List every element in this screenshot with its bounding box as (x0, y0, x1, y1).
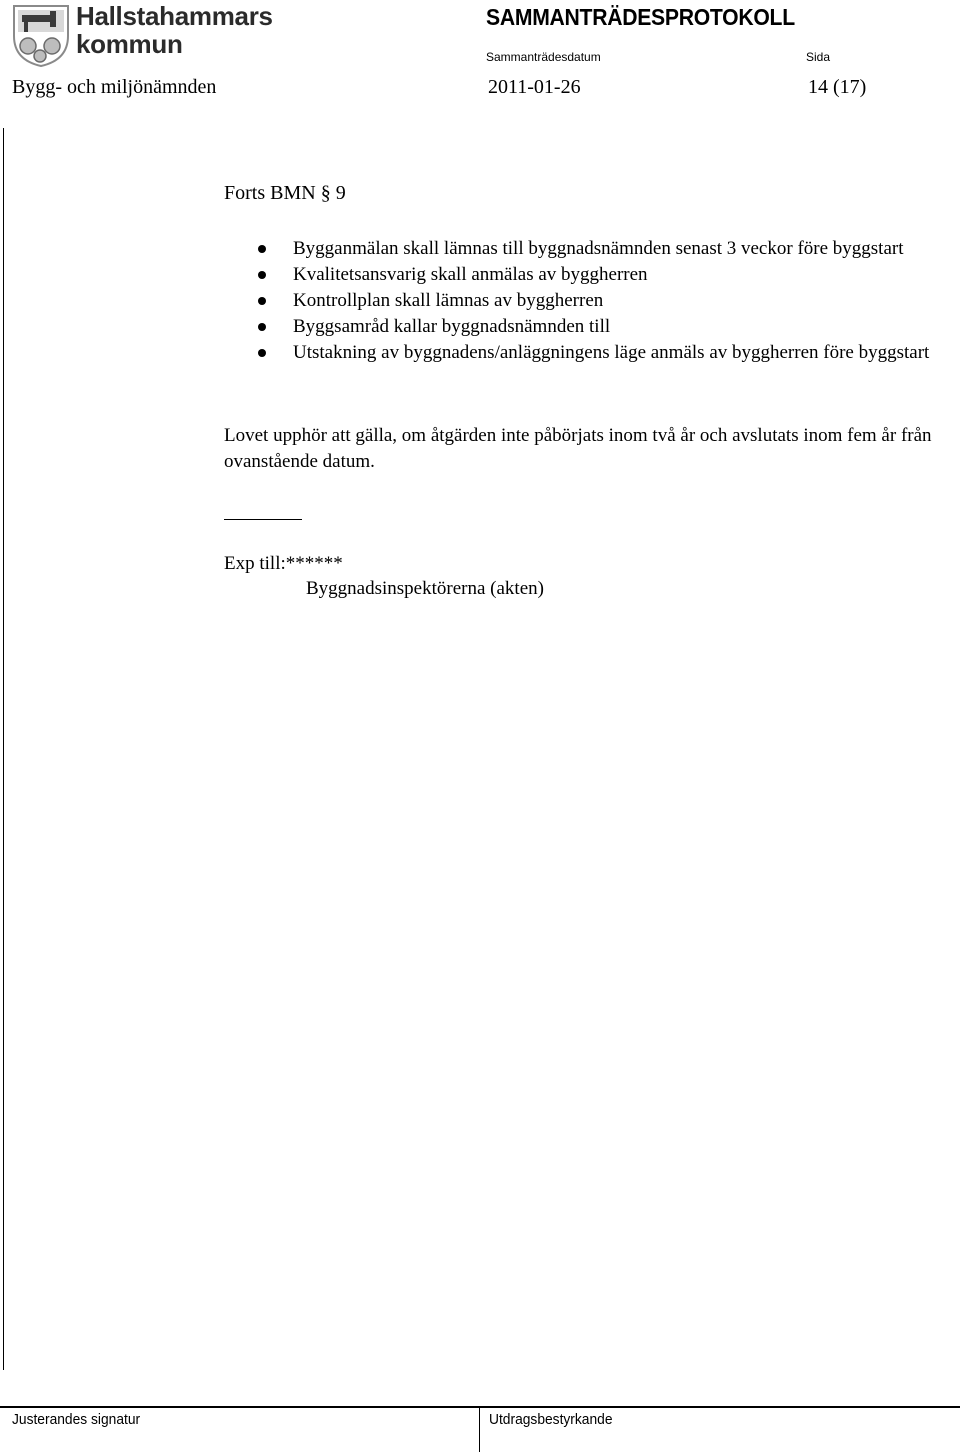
distribution-line: Exp till:****** (224, 553, 343, 574)
document-type-title: SAMMANTRÄDESPROTOKOLL (486, 4, 795, 30)
list-item (224, 314, 934, 340)
distribution-recipient: Byggnadsinspektörerna (akten) (306, 578, 544, 599)
separator-rule (224, 519, 302, 520)
list-item-text: Utstakning av byggnadens/anläggningens läge anmäls av byggherren före byggstart (293, 342, 930, 363)
logo-wordmark-line-2: kommun (76, 29, 183, 59)
bullet-icon (258, 271, 266, 279)
list-item (224, 262, 934, 288)
list-item-text: Kvalitetsansvarig skall anmälas av byggherren (293, 264, 648, 285)
list-item-text: Byggsamråd kallar byggnadsnämnden till (293, 316, 611, 337)
meeting-date-label: Sammanträdesdatum (486, 50, 601, 64)
footer-rule (0, 1406, 960, 1408)
bullet-icon (258, 323, 266, 331)
condition-list (224, 236, 934, 366)
logo-wordmark (76, 2, 273, 58)
permit-validity-paragraph: Lovet upphör att gälla, om åtgärden inte påbörjats inom två år och avslutats inom fem år från ovanstående datum. (224, 425, 932, 472)
list-item (224, 340, 934, 366)
extract-certification-label: Utdragsbestyrkande (489, 1411, 613, 1428)
coat-of-arms-icon (14, 6, 68, 66)
adjuster-signature-label: Justerandes signatur (12, 1411, 141, 1428)
logo-wordmark-line-1: Hallstahammars (76, 1, 273, 31)
page-label: Sida (806, 50, 831, 64)
bullet-icon (258, 297, 266, 305)
bullet-icon (258, 245, 266, 253)
footer-divider (479, 1406, 480, 1452)
bullet-icon (258, 349, 266, 357)
page-number-value: 14 (17) (808, 76, 867, 98)
list-item (224, 288, 934, 314)
list-item-text: Kontrollplan skall lämnas av byggherren (293, 290, 604, 311)
section-heading: Forts BMN § 9 (224, 182, 346, 204)
meeting-date-value: 2011-01-26 (488, 76, 581, 98)
list-item (224, 236, 934, 262)
committee-name: Bygg- och miljönämnden (12, 76, 217, 98)
left-margin-rule (3, 128, 4, 1370)
list-item-text: Bygganmälan skall lämnas till byggnadsnämnden senast 3 veckor före byggstart (293, 238, 904, 259)
